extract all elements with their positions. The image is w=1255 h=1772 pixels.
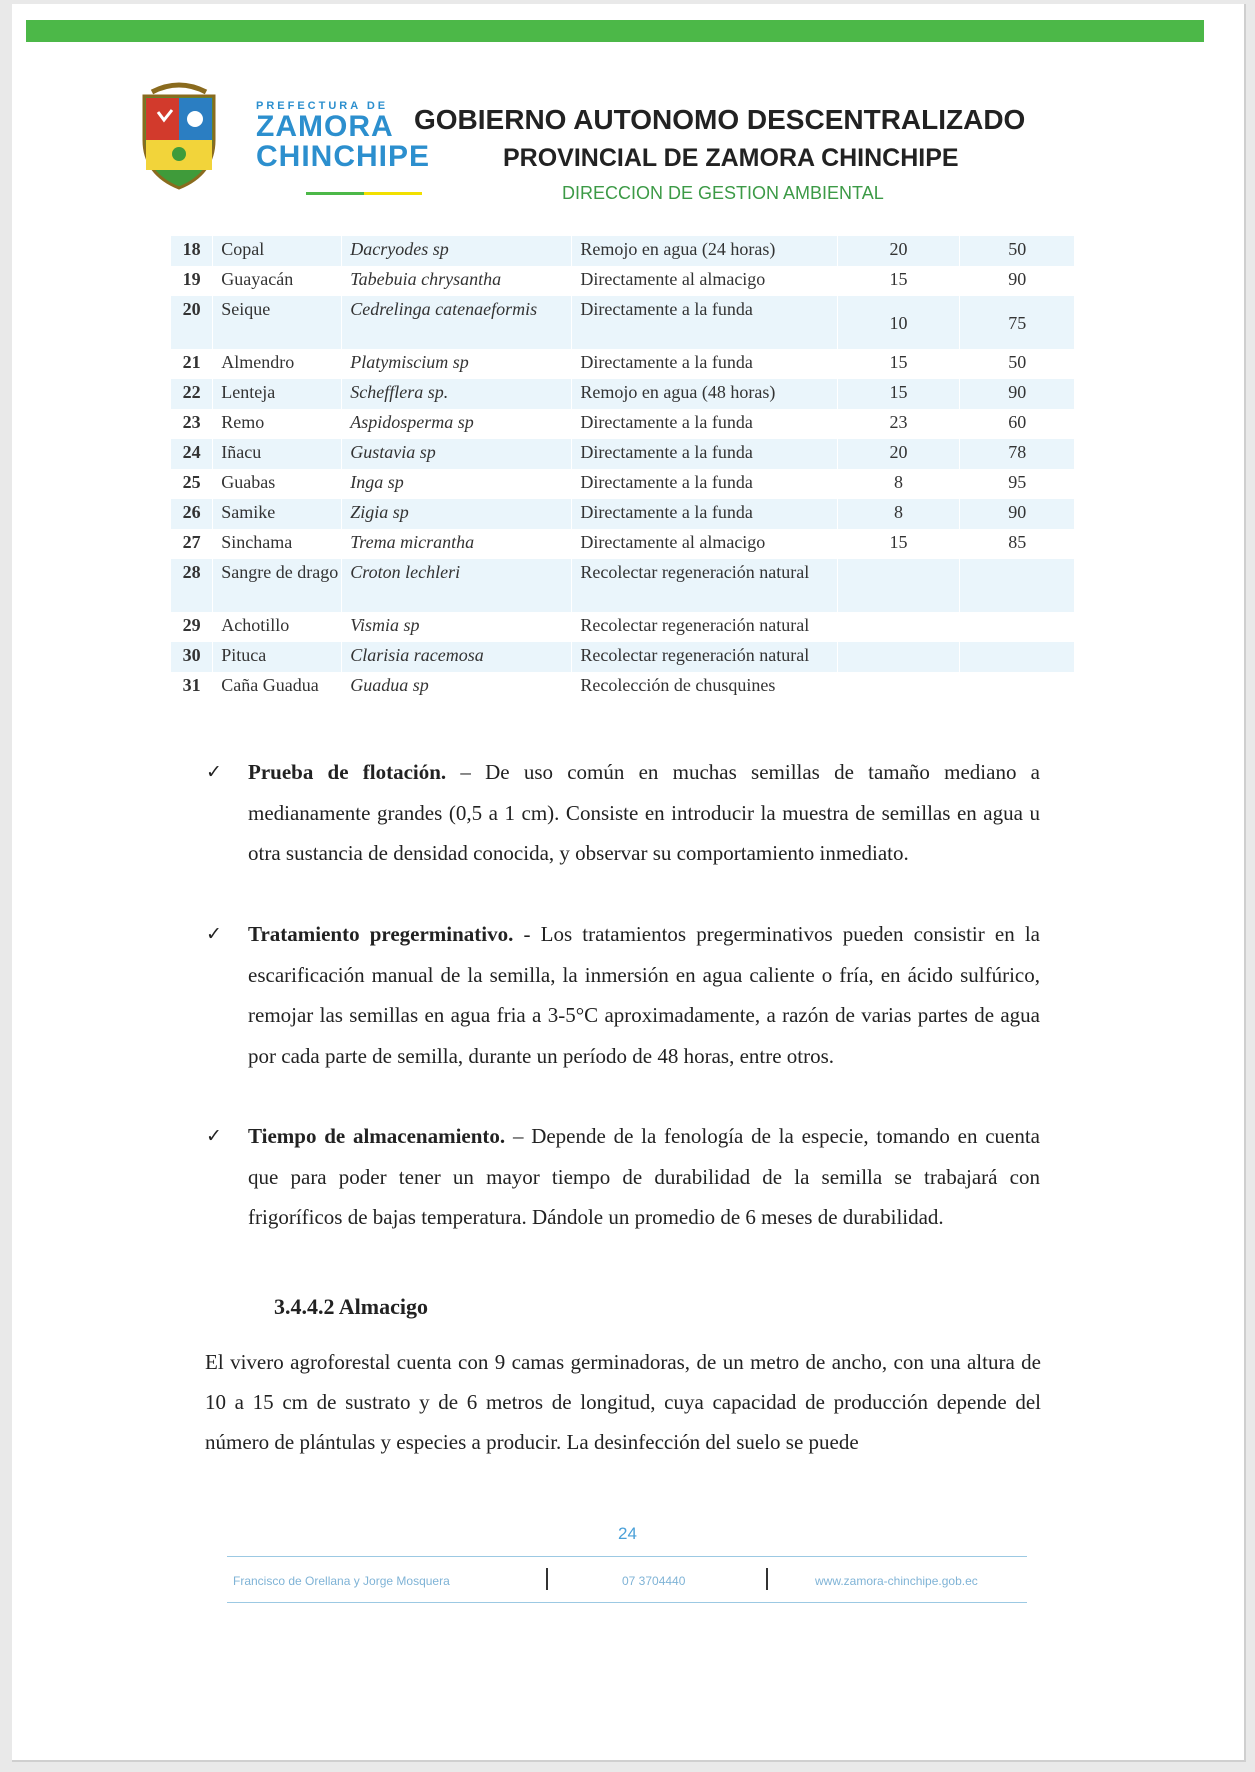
- cell-method: Remojo en agua (48 horas): [572, 379, 837, 409]
- table-row: [171, 612, 1074, 642]
- cell-method: Directamente al almacigo: [572, 266, 837, 296]
- cell-common-name: Samike: [213, 499, 342, 529]
- table-row: [171, 236, 1074, 266]
- logo-word-chinchipe: CHINCHIPE: [256, 140, 431, 173]
- cell-number: 24: [171, 439, 213, 469]
- cell-scientific-name: Aspidosperma sp: [342, 409, 572, 439]
- section-heading: 3.4.4.2 Almacigo: [274, 1294, 428, 1319]
- footer-address: Francisco de Orellana y Jorge Mosquera: [233, 1574, 450, 1588]
- cell-number: 28: [171, 559, 213, 612]
- cell-value-1: [837, 559, 960, 612]
- cell-common-name: Pituca: [213, 642, 342, 672]
- table-row: [171, 529, 1074, 559]
- cell-number: 31: [182, 675, 201, 695]
- cell-method: Directamente a la funda: [572, 409, 837, 439]
- cell-number: 29: [182, 615, 201, 635]
- bullet-title: Tratamiento pregerminativo.: [248, 922, 514, 946]
- cell-value-2: 75: [960, 296, 1074, 349]
- cell-common-name: Guabas: [213, 469, 342, 499]
- cell-value-2: 90: [960, 379, 1074, 409]
- checkmark-icon: ✓: [206, 923, 222, 945]
- cell-common-name: Seique: [213, 296, 342, 349]
- cell-scientific-name: Schefflera sp.: [342, 379, 572, 409]
- bullet-title: Prueba de flotación.: [248, 760, 447, 784]
- bullet-text: – De uso común en muchas semillas de tamaño mediano a medianamente grandes (0,5 a 1 cm). Consiste en introducir la muestra de semillas en agua u otra sustancia de densidad conocida, y observar su comportamiento inmediato.: [248, 760, 1041, 865]
- cell-method: Directamente al almacigo: [572, 529, 837, 559]
- cell-method: Directamente a la funda: [572, 349, 837, 379]
- cell-method: Directamente a la funda: [572, 499, 837, 529]
- page-number: 24: [618, 1524, 637, 1543]
- table-row: [171, 296, 1074, 349]
- table-row: [171, 559, 1074, 612]
- cell-value-1: 8: [837, 469, 960, 499]
- header-subtitle: DIRECCION DE GESTION AMBIENTAL: [562, 183, 884, 203]
- cell-value-1: [837, 612, 960, 642]
- table-row: [171, 672, 1074, 702]
- cell-value-1: [837, 672, 960, 702]
- cell-scientific-name: Guadua sp: [342, 672, 572, 702]
- checkmark-icon: ✓: [206, 1125, 222, 1147]
- cell-value-2: 90: [960, 499, 1074, 529]
- cell-value-1: 15: [837, 266, 960, 296]
- cell-scientific-name: Dacryodes sp: [342, 236, 572, 266]
- cell-scientific-name: Inga sp: [342, 469, 572, 499]
- footer-phone: 07 3704440: [622, 1574, 686, 1588]
- cell-value-2: 50: [960, 349, 1074, 379]
- cell-scientific-name: Croton lechleri: [342, 559, 572, 612]
- cell-number: 25: [182, 472, 201, 492]
- cell-common-name: Remo: [213, 409, 342, 439]
- cell-method: Remojo en agua (24 horas): [572, 236, 837, 266]
- table-row: [171, 379, 1074, 409]
- bullet-text: - Los tratamientos pregerminativos pueden consistir en la escarificación manual de la semilla, la inmersión en agua caliente o fría, en ácido sulfúrico, remojar las semillas en agua fria a 3-5°C aproximadamente, a razón de varias partes de agua por cada parte de semilla, durante un período de 48 horas, entre otros.: [248, 922, 1040, 1068]
- cell-number: 19: [182, 269, 201, 289]
- cell-scientific-name: Vismia sp: [342, 612, 572, 642]
- cell-value-1: 15: [837, 529, 960, 559]
- footer-website: www.zamora-chinchipe.gob.ec: [815, 1574, 978, 1588]
- cell-value-2: 78: [960, 439, 1074, 469]
- cell-value-1: 20: [837, 439, 960, 469]
- logo-underline: [306, 192, 422, 195]
- cell-scientific-name: Platymiscium sp: [342, 349, 572, 379]
- cell-value-1: [837, 642, 960, 672]
- bullet-pregermination: [208, 914, 1040, 1076]
- table-row: [171, 642, 1074, 672]
- footer-separator: [546, 1568, 548, 1590]
- footer-divider: [227, 1602, 1027, 1603]
- species-table: [171, 236, 1074, 702]
- cell-number: 23: [182, 412, 201, 432]
- cell-common-name: Caña Guadua: [213, 672, 342, 702]
- cell-method: Recolección de chusquines: [572, 672, 837, 702]
- table-row: [171, 409, 1074, 439]
- cell-common-name: Guayacán: [213, 266, 342, 296]
- cell-value-2: 85: [960, 529, 1074, 559]
- cell-method: Recolectar regeneración natural: [572, 559, 837, 612]
- cell-value-1: 8: [837, 499, 960, 529]
- section-paragraph: El vivero agroforestal cuenta con 9 camas germinadoras, de un metro de ancho, con una altura de 10 a 15 cm de sustrato y de 6 metros de longitud, cuya capacidad de producción depende del número de plántulas y especies a producir. La desinfección del suelo se puede: [205, 1350, 1041, 1454]
- footer-separator: [766, 1568, 768, 1590]
- cell-number: 30: [171, 642, 213, 672]
- cell-value-2: 90: [960, 266, 1074, 296]
- cell-value-2: [960, 612, 1074, 642]
- cell-value-2: 50: [960, 236, 1074, 266]
- cell-value-2: 60: [960, 409, 1074, 439]
- header-title-line2: PROVINCIAL DE ZAMORA CHINCHIPE: [503, 144, 959, 172]
- province-crest-icon: [138, 82, 220, 192]
- cell-method: Directamente a la funda: [572, 296, 837, 349]
- table-row: [171, 349, 1074, 379]
- cell-common-name: Copal: [213, 236, 342, 266]
- cell-value-1: 10: [837, 296, 960, 349]
- header-green-bar: [26, 20, 1204, 42]
- cell-value-2: [960, 559, 1074, 612]
- cell-method: Directamente a la funda: [572, 469, 837, 499]
- bullet-storage-time: [208, 1116, 1040, 1238]
- cell-value-2: [960, 672, 1074, 702]
- cell-number: 20: [171, 296, 213, 349]
- logo-prefix: PREFECTURA DE: [256, 100, 389, 112]
- cell-common-name: Iñacu: [213, 439, 342, 469]
- cell-value-1: 15: [837, 379, 960, 409]
- cell-common-name: Achotillo: [213, 612, 342, 642]
- table-row: [171, 499, 1074, 529]
- cell-scientific-name: Zigia sp: [342, 499, 572, 529]
- cell-scientific-name: Tabebuia chrysantha: [342, 266, 572, 296]
- cell-number: 21: [182, 352, 201, 372]
- checkmark-icon: ✓: [206, 761, 222, 783]
- cell-number: 18: [171, 236, 213, 266]
- cell-common-name: Almendro: [213, 349, 342, 379]
- table-row: [171, 469, 1074, 499]
- bullet-title: Tiempo de almacenamiento.: [248, 1124, 506, 1148]
- cell-number: 26: [171, 499, 213, 529]
- cell-scientific-name: Clarisia racemosa: [342, 642, 572, 672]
- cell-scientific-name: Gustavia sp: [342, 439, 572, 469]
- cell-common-name: Sangre de drago: [213, 559, 342, 612]
- logo-word-zamora: ZAMORA: [256, 110, 394, 143]
- cell-method: Directamente a la funda: [572, 439, 837, 469]
- table-row: [171, 439, 1074, 469]
- cell-scientific-name: Trema micrantha: [342, 529, 572, 559]
- cell-number: 27: [182, 532, 201, 552]
- cell-method: Recolectar regeneración natural: [572, 612, 837, 642]
- cell-value-1: 20: [837, 236, 960, 266]
- footer-divider: [227, 1556, 1027, 1557]
- cell-value-1: 15: [837, 349, 960, 379]
- cell-number: 22: [171, 379, 213, 409]
- cell-common-name: Sinchama: [213, 529, 342, 559]
- cell-value-2: 95: [960, 469, 1074, 499]
- table-row: [171, 266, 1074, 296]
- cell-scientific-name: Cedrelinga catenaeformis: [342, 296, 572, 349]
- bullet-flotation-test: [208, 752, 1040, 874]
- header-title-line1: GOBIERNO AUTONOMO DESCENTRALIZADO: [414, 104, 1026, 135]
- cell-value-2: [960, 642, 1074, 672]
- cell-value-1: 23: [837, 409, 960, 439]
- bullet-text: – Depende de la fenología de la especie, tomando en cuenta que para poder tener un mayor tiempo de durabilidad de la semilla se trabajará con frigoríficos de bajas temperatura. Dándole un promedio de 6 meses de durabilidad.: [248, 1124, 1040, 1229]
- cell-common-name: Lenteja: [213, 379, 342, 409]
- cell-method: Recolectar regeneración natural: [572, 642, 837, 672]
